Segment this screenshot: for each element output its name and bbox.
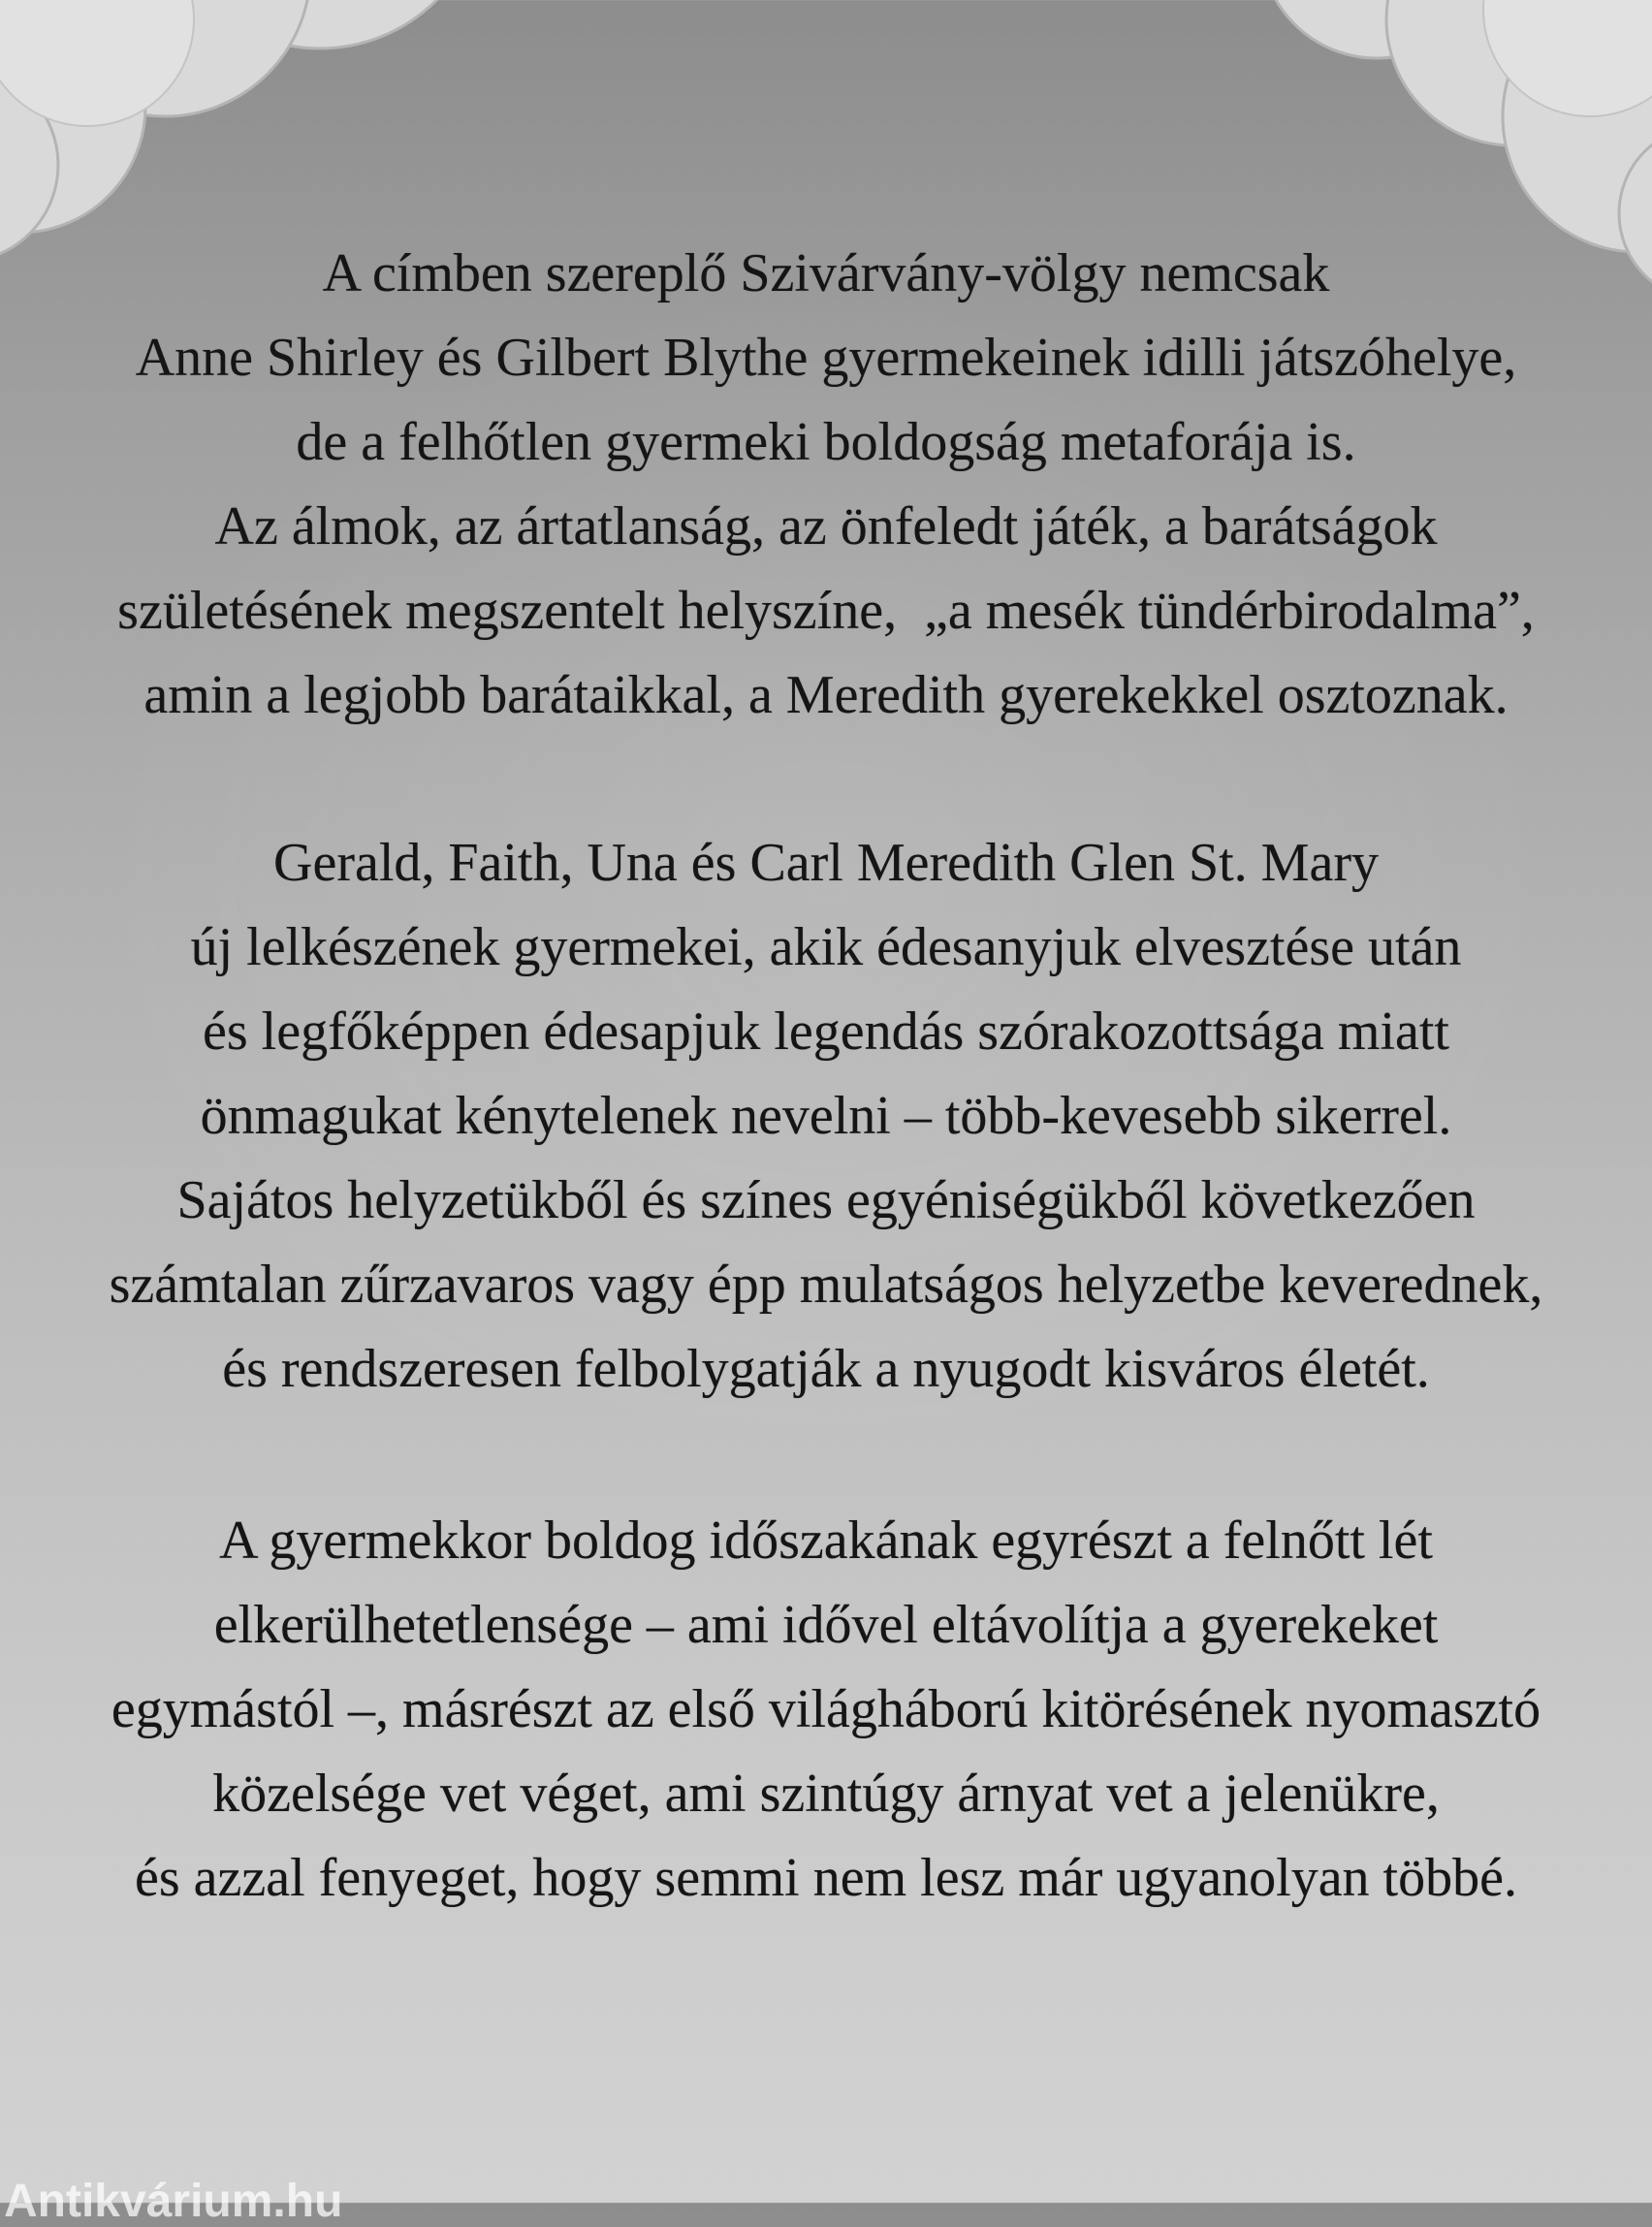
text-line: Az álmok, az ártatlanság, az önfeledt játék, a barátságok bbox=[214, 496, 1438, 557]
cloud-decoration-left bbox=[0, 0, 485, 262]
watermark bbox=[4, 2176, 421, 2227]
paragraph-1 bbox=[0, 232, 1652, 738]
text-line: de a felhőtlen gyermeki boldogság metaforája is. bbox=[296, 412, 1356, 472]
text-line: születésének megszentelt helyszíne, „a mesék tündérbirodalma”, bbox=[117, 581, 1535, 641]
paragraph-3 bbox=[0, 1499, 1652, 1921]
text-line: új lelkészének gyermekei, akik édesanyjuk elvesztése után bbox=[190, 917, 1462, 977]
text-line: közelsége vet véget, ami szintúgy árnyat vet a jelenükre, bbox=[212, 1764, 1440, 1824]
text-line: és legfőképpen édesapjuk legendás szórakozottsága miatt bbox=[203, 1002, 1449, 1062]
text-line: Sajátos helyzetükből és színes egyéniségükből következően bbox=[176, 1170, 1476, 1230]
text-line: és azzal fenyeget, hogy semmi nem lesz már ugyanolyan többé. bbox=[135, 1848, 1517, 1908]
text-line: elkerülhetetlensége – ami idővel eltávolítja a gyerekeket bbox=[213, 1595, 1439, 1655]
paragraph-2 bbox=[0, 821, 1652, 1412]
text-line: A címben szereplő Szivárvány-völgy nemcsak bbox=[322, 243, 1330, 303]
text-line: Anne Shirley és Gilbert Blythe gyermekeinek idilli játszóhelye, bbox=[135, 328, 1517, 388]
text-line: önmagukat kénytelenek nevelni – több-kevesebb sikerrel. bbox=[200, 1086, 1452, 1146]
text-line: és rendszeresen felbolygatják a nyugodt kisváros életét. bbox=[222, 1339, 1430, 1399]
text-line: amin a legjobb barátaikkal, a Meredith gyerekekkel osztoznak. bbox=[143, 665, 1509, 725]
watermark-text: Antikvárium.hu bbox=[4, 2176, 343, 2227]
text-line: egymástól –, másrészt az első világháború kitörésének nyomasztó bbox=[111, 1679, 1541, 1739]
text-line: számtalan zűrzavaros vagy épp mulatságos helyzetbe keverednek, bbox=[109, 1255, 1543, 1315]
text-line: A gyermekkor boldog időszakának egyrészt a felnőtt lét bbox=[219, 1511, 1433, 1571]
text-line: Gerald, Faith, Una és Carl Meredith Glen St. Mary bbox=[273, 833, 1379, 893]
